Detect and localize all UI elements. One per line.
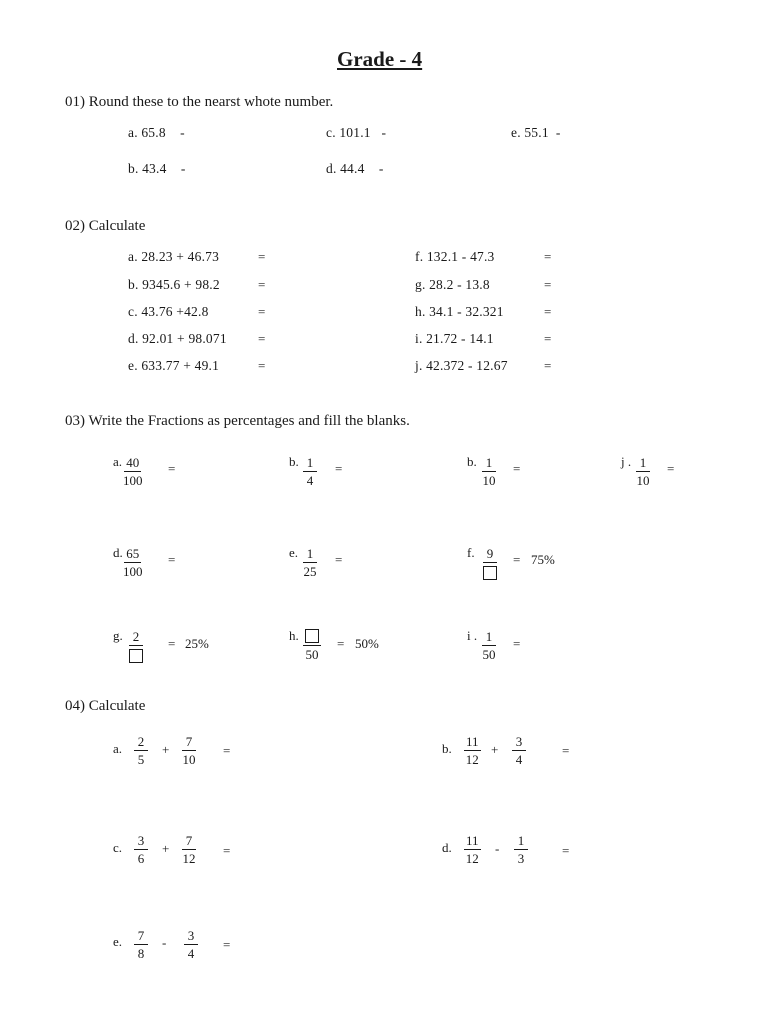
denominator: 12 [182, 850, 196, 866]
q4-operator-d: - [495, 841, 500, 856]
q4-c-fraction-2 [182, 834, 196, 865]
numerator: 2 [129, 630, 143, 646]
q4-b-fraction-2 [512, 735, 526, 766]
q3-label-d: d. [113, 545, 123, 560]
q3-equals-f: = [513, 552, 521, 567]
q4-operator-a: + [162, 742, 170, 757]
q3-label-j: j . [621, 454, 632, 469]
q2-item-g: g. 28.2 - 13.8 [415, 277, 490, 292]
numerator: 11 [466, 734, 479, 749]
q2-item-f: f. 132.1 - 47.3 [415, 249, 495, 264]
q3-fraction-e [303, 547, 317, 578]
q2-equals-j: = [544, 358, 552, 373]
q3-equals-a: = [168, 461, 176, 476]
q3-label-g: g. [113, 628, 123, 643]
q3-fraction-b1 [303, 456, 317, 487]
q3-equals-j: = [667, 461, 675, 476]
denominator: 10 [182, 751, 196, 767]
q3-label-a: a. [113, 454, 123, 469]
q2-item-c: c. 43.76 +42.8 [128, 304, 209, 319]
q4-operator-c: + [162, 841, 170, 856]
numerator: 7 [182, 735, 196, 751]
q3-fraction-i [482, 630, 496, 661]
numerator: 1 [482, 456, 496, 472]
denominator: 8 [137, 945, 145, 961]
q1-item-d: d. 44.4 - [326, 161, 384, 176]
denominator: 10 [482, 472, 496, 488]
q3-answer-h: 50% [355, 636, 379, 651]
q4-e-fraction-2 [184, 929, 198, 960]
q2-heading: 02) Calculate [65, 218, 146, 234]
q3-fraction-a [123, 456, 143, 487]
numerator: 11 [466, 833, 479, 848]
q3-label-b1: b. [289, 454, 299, 469]
q2-item-a: a. 28.23 + 46.73 [128, 249, 220, 264]
q1-item-b: b. 43.4 - [128, 161, 186, 176]
numerator-blank[interactable] [303, 628, 321, 646]
q3-heading: 03) Write the Fractions as percentages and fill the blanks. [65, 413, 410, 429]
q3-fraction-f [483, 547, 497, 580]
q2-equals-d: = [258, 331, 266, 346]
q2-equals-a: = [258, 249, 266, 264]
blank-box[interactable] [305, 629, 319, 643]
denominator: 6 [137, 850, 145, 866]
q3-fraction-g [129, 630, 143, 663]
numerator: 3 [134, 834, 148, 850]
q4-a-fraction-1 [134, 735, 148, 766]
q4-operator-e: - [162, 935, 167, 950]
q2-item-e: e. 633.77 + 49.1 [128, 358, 220, 373]
q4-e-fraction-1 [134, 929, 148, 960]
q3-equals-i: = [513, 636, 521, 651]
numerator: 1 [303, 456, 317, 472]
q1-item-c: c. 101.1 - [326, 125, 387, 140]
denominator: 5 [137, 751, 145, 767]
q4-c-fraction-1 [134, 834, 148, 865]
q4-equals-e: = [223, 937, 231, 952]
q3-equals-e: = [335, 552, 343, 567]
denominator: 4 [515, 751, 523, 767]
q4-equals-d: = [562, 843, 570, 858]
denominator-blank[interactable] [483, 563, 497, 580]
q4-label-c: c. [113, 840, 123, 855]
numerator: 1 [482, 630, 496, 646]
q2-item-h: h. 34.1 - 32.321 [415, 304, 504, 319]
denominator: 50 [482, 646, 496, 662]
denominator: 50 [305, 646, 319, 662]
q2-item-i: i. 21.72 - 14.1 [415, 331, 494, 346]
q3-label-e: e. [289, 545, 299, 560]
numerator: 40 [126, 455, 140, 470]
q3-label-f: f. [467, 545, 475, 560]
q3-fraction-j [636, 456, 650, 487]
denominator: 100 [123, 472, 143, 488]
denominator: 12 [465, 850, 479, 866]
denominator-blank[interactable] [129, 646, 143, 663]
q3-equals-b1: = [335, 461, 343, 476]
q4-a-fraction-2 [182, 735, 196, 766]
q2-equals-f: = [544, 249, 552, 264]
q3-label-h: h. [289, 628, 299, 643]
q2-equals-c: = [258, 304, 266, 319]
denominator: 12 [465, 751, 479, 767]
q2-equals-h: = [544, 304, 552, 319]
denominator: 10 [636, 472, 650, 488]
numerator: 9 [483, 547, 497, 563]
q3-label-i: i . [467, 628, 478, 643]
denominator: 3 [517, 850, 525, 866]
page-title: Grade - 4 [337, 47, 423, 71]
q3-equals-d: = [168, 552, 176, 567]
q4-operator-b: + [491, 742, 499, 757]
blank-box[interactable] [129, 649, 143, 663]
numerator: 3 [512, 735, 526, 751]
denominator: 4 [306, 472, 314, 488]
q4-label-e: e. [113, 934, 123, 949]
q2-item-d: d. 92.01 + 98.071 [128, 331, 227, 346]
q4-b-fraction-1 [464, 735, 481, 766]
denominator: 100 [123, 563, 143, 579]
numerator: 2 [134, 735, 148, 751]
q3-answer-f: 75% [531, 552, 555, 567]
q3-answer-g: 25% [185, 636, 209, 651]
q3-label-b2: b. [467, 454, 477, 469]
q2-equals-b: = [258, 277, 266, 292]
denominator: 25 [303, 563, 317, 579]
q4-equals-a: = [223, 743, 231, 758]
q3-fraction-b2 [482, 456, 496, 487]
q3-equals-h: = [337, 636, 345, 651]
q3-fraction-h [303, 628, 321, 661]
numerator: 7 [182, 834, 196, 850]
q3-equals-b2: = [513, 461, 521, 476]
numerator: 1 [636, 456, 650, 472]
q4-label-a: a. [113, 741, 123, 756]
q4-equals-c: = [223, 843, 231, 858]
q2-item-j: j. 42.372 - 12.67 [415, 358, 508, 373]
q4-d-fraction-2 [514, 834, 528, 865]
q4-label-b: b. [442, 741, 452, 756]
numerator: 1 [514, 834, 528, 850]
numerator: 65 [126, 546, 140, 561]
q3-equals-g: = [168, 636, 176, 651]
q1-item-a: a. 65.8 - [128, 125, 185, 140]
q4-label-d: d. [442, 840, 452, 855]
blank-box[interactable] [483, 566, 497, 580]
q4-d-fraction-1 [464, 834, 481, 865]
q3-fraction-d [123, 547, 143, 578]
q2-item-b: b. 9345.6 + 98.2 [128, 277, 220, 292]
numerator: 7 [134, 929, 148, 945]
q2-equals-g: = [544, 277, 552, 292]
q2-equals-e: = [258, 358, 266, 373]
q1-heading: 01) Round these to the nearst whote number. [65, 94, 334, 110]
numerator: 1 [303, 547, 317, 563]
q1-item-e: e. 55.1 - [511, 125, 561, 140]
q4-equals-b: = [562, 743, 570, 758]
q2-equals-i: = [544, 331, 552, 346]
denominator: 4 [187, 945, 195, 961]
q4-heading: 04) Calculate [65, 698, 146, 714]
numerator: 3 [184, 929, 198, 945]
